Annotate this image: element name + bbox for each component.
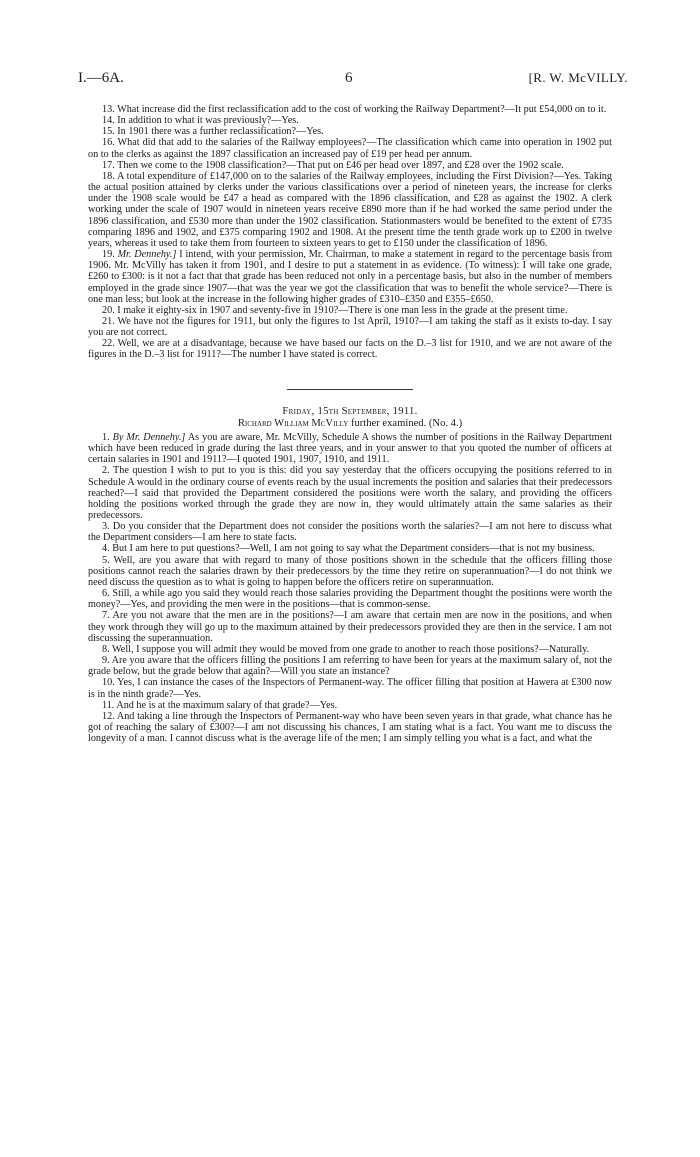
question-number: 19. [102, 249, 115, 261]
question-paragraph: 20. I make it eighty-six in 1907 and seventy-five in 1910?—There is one man less in the grade at the present time. [102, 304, 568, 316]
question-paragraph: 18. A total expenditure of £147,000 on to the salaries of the Railway employees, including the First Division?—Yes. Taking the actual position attained by clerks under the various classifications over a period of nineteen years, the increase for clerks under the 1908 scale would be £47 a head as compared with the 1896 classification, and £28 as against the 1902. A clerk working under the scale of 1907 would in nineteen years receive £890 more than if he had worked the same period under the 1896 classification, and £530 more than under the 1902 classification. Stationmasters would be benefited to the extent of £735 comparing 1896 and 1902, and £375 comparing 1902 and 1908. At the present time the tenth grade work up to £200 in twelve years, whereas it used to take them from fourteen to sixteen years to get to £150 under the classification of 1896. [88, 170, 612, 249]
question-paragraph: 15. In 1901 there was a further reclassification?—Yes. [102, 126, 324, 138]
witness-name: Richard William McVilly [237, 417, 349, 429]
question-text: I intend, with your permission, Mr. Chairman, to make a statement in regard to the percentage basis from 1906. Mr. McVilly has taken it from 1901, and I desire to put a statement in as evidence. (To witness): I will take one grade, £260 to £300: is it not a fact that that grade has been reduced not only in a percentage basis, but also in the number of members employed in the grade since 1907—that was the year we got the classification that was to benefit the whole service?—There is one man less; but look at the increase in the following higher grades of £310–£350 and £355–£650. [88, 249, 612, 305]
page-number: 6 [345, 70, 353, 86]
page-header [78, 70, 628, 90]
sitting-date: Friday, 15th September, 1911. [282, 405, 418, 417]
question-paragraph: 14. In addition to what it was previously?—Yes. [102, 115, 299, 127]
question-paragraph: 10. Yes, I can instance the cases of the Inspectors of Permanent-way. The officer filling that position at Hawera at £300 now is in the ninth grade?—Yes. [88, 677, 612, 700]
speaker-label: By Mr. Dennehy.] [112, 431, 186, 443]
paper-number: I.—6A. [78, 70, 124, 86]
question-paragraph: 16. What did that add to the salaries of the Railway employees?—The classification which came into operation in 1902 put on to the clerks as against the 1897 classification an increased pay of £19 per head per annum. [88, 137, 612, 160]
question-paragraph: 11. And he is at the maximum salary of that grade?—Yes. [102, 699, 338, 711]
document-body [88, 104, 612, 744]
question-paragraph: 9. Are you aware that the officers filling the positions I am referring to have been for years at the maximum salary of, not the grade below, but the grade below that again?—Will you state an instance? [88, 655, 612, 678]
question-paragraph: 12. And taking a line through the Inspectors of Permanent-way who have been seven years in that grade, what chance has he got of reaching the salary of £300?—I am not discussing his chances, I am stating what is a fact. You want me to discuss the longevity of a man. I cannot discuss what is the average life of the men; I am simply telling you what is a fact, and what the [88, 710, 612, 745]
question-paragraph: 4. But I am here to put questions?—Well, I am not going to say what the Department considers—that is not my business. [102, 543, 595, 555]
question-paragraph: 17. Then we come to the 1908 classification?—That put on £46 per head over 1897, and £28 over the 1902 scale. [102, 159, 564, 171]
speaker-label: Mr. Dennehy.] [117, 249, 177, 261]
section-questions-13-22 [88, 104, 612, 361]
question-paragraph: 5. Well, are you aware that with regard to many of those positions shown in the schedule that the officers filling those positions cannot reach the salaries drawn by their predecessors by the time they retire on superannuation?—I do not think we need discuss the question as to what is going to happen before the officers retire on superannuation. [88, 554, 612, 588]
question-paragraph: 3. Do you consider that the Department does not consider the positions worth the salaries?—I am not here to discuss what the Department considers—I am here to state facts. [88, 521, 612, 544]
witness-status: further examined. (No. 4.) [348, 417, 463, 429]
section-divider [287, 389, 413, 390]
question-text: As you are aware, Mr. McVilly, Schedule A shows the number of positions in the Railway Department which have been reduced in grade during the last three years, and in your answer to that you quoted the number of officers at certain salaries in 1901 and 1911?—I quoted 1901, 1907, 1910, and 1911. [88, 431, 613, 466]
witness-heading [88, 418, 612, 429]
question-paragraph: 8. Well, I suppose you will admit they would be moved from one grade to another to reach those positions?—Naturally. [102, 643, 590, 655]
question-paragraph: 13. What increase did the first reclassification add to the cost of working the Railway Department?—It put £54,000 on to it. [102, 104, 607, 115]
question-paragraph [88, 432, 612, 465]
question-paragraph: 7. Are you not aware that the men are in the positions?—I am aware that certain men are now in the positions, and when they work through they will go up to the maximum attained by their predecessors provided they are then in the service. I am not discussing the superannuation. [88, 610, 612, 644]
question-paragraph: 2. The question I wish to put to you is this: did you say yesterday that the officers occupying the positions referred to in Schedule A would in the ordinary course of events reach by the usual increments the position and salaries that their predecessors reached?—I said that provided the Department considered the positions were worth the salary, and providing the officers holding the positions worked through the grade they are now in, they would ultimately attain the same salaries as their predecessors. [88, 465, 612, 521]
question-paragraph: 22. Well, we are at a disadvantage, because we have based our facts on the D.–3 list for 1910, and we are not aware of the figures in the D.–3 list for 1911?—The number I have stated is correct. [88, 338, 612, 361]
witness-running-head: [R. W. McVILLY. [528, 70, 628, 85]
question-paragraph [88, 249, 612, 305]
question-number: 1. [102, 431, 110, 443]
section-questions-1-12 [88, 432, 612, 744]
question-paragraph: 6. Still, a while ago you said they would reach those salaries providing the Department thought the positions were worth the money?—Yes, and providing the men were in the positions—that is common-sense. [88, 588, 612, 611]
question-paragraph: 21. We have not the figures for 1911, but only the figures to 1st April, 1910?—I am taking the staff as it exists to-day. I say you are not correct. [88, 315, 612, 339]
